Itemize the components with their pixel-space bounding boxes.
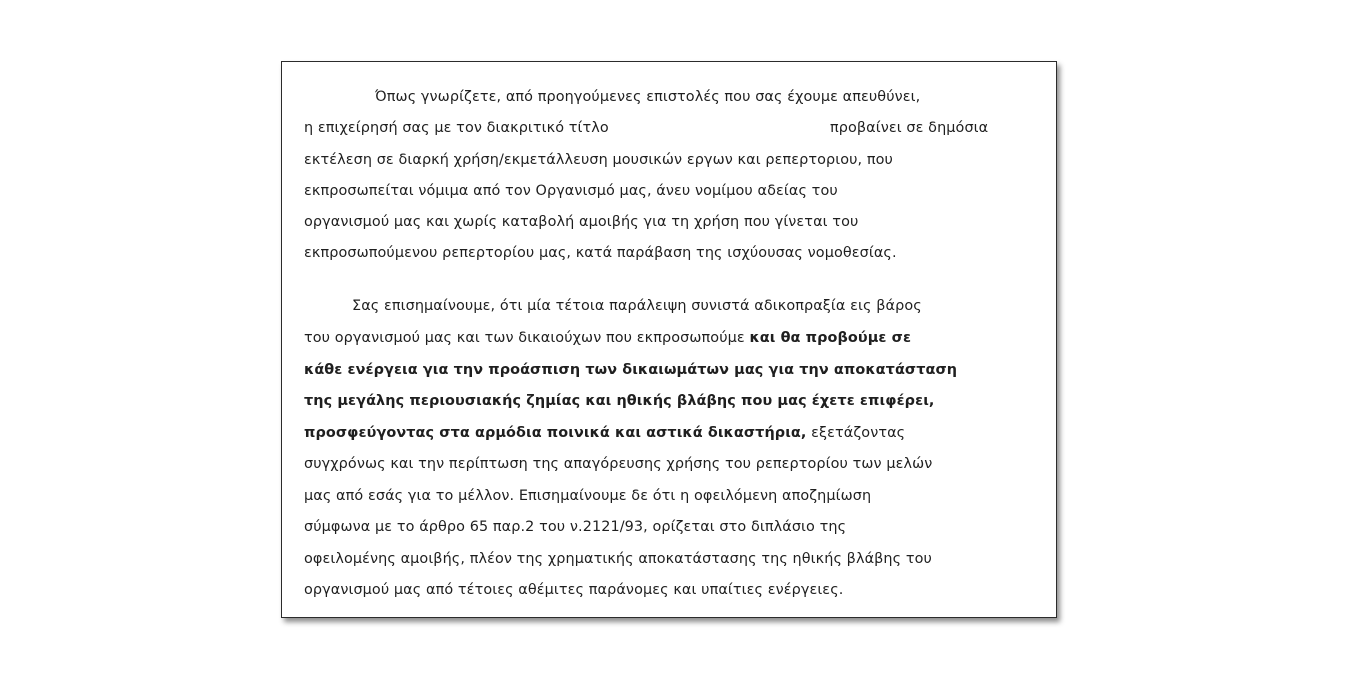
paragraph-1-line-5: οργανισμού μας και χωρίς καταβολή αμοιβής για τη χρήση που γίνεται του [304, 214, 859, 230]
paragraph-2-line-2-bold: και θα προβούμε σε [749, 330, 912, 346]
paragraph-2-line-7: μας από εσάς για το μέλλον. Επισημαίνουμε δε ότι η οφειλόμενη αποζημίωση [304, 488, 872, 504]
paragraph-2-line-6: συγχρόνως και την περίπτωση της απαγόρευσης χρήσης του ρεπερτορίου των μελών [304, 456, 933, 472]
paragraph-2-line-3-bold: κάθε ενέργεια για την προάσπιση των δικαιωμάτων μας για την αποκατάσταση [304, 362, 958, 378]
paragraph-2-line-5-bold: προσφεύγοντας στα αρμόδια ποινικά και αστικά δικαστήρια, [304, 425, 807, 441]
paragraph-2-line-3 [304, 362, 957, 378]
paragraph-1-line-4: εκπροσωπείται νόμιμα από τον Οργανισμό μας, άνευ νομίμου αδείας του [304, 183, 838, 199]
letter-excerpt-frame [281, 61, 1057, 618]
paragraph-2-line-5-normal: εξετάζοντας [806, 425, 906, 441]
paragraph-2-line-2 [304, 330, 911, 346]
paragraph-2-line-4 [304, 393, 934, 409]
paragraph-2-line-8: σύμφωνα με το άρθρο 65 παρ.2 του ν.2121/93, ορίζεται στο διπλάσιο της [304, 519, 847, 535]
paragraph-2-line-2-normal: του οργανισμού μας και των δικαιούχων που εκπροσωπούμε [304, 330, 750, 346]
paragraph-1-line-2b: προβαίνει σε δημόσια [830, 120, 989, 136]
paragraph-1-line-1-text: Όπως γνωρίζετε, από προηγούμενες επιστολές που σας έχουμε απευθύνει, [375, 89, 921, 105]
paragraph-2-line-1: Σας επισημαίνουμε, ότι μία τέτοια παράλειψη συνιστά αδικοπραξία εις βάρος [352, 298, 922, 314]
paragraph-2-line-10: οργανισμού μας από τέτοιες αθέμιτες παράνομες και υπαίτιες ενέργειες. [304, 582, 844, 598]
paragraph-2-line-5 [304, 425, 905, 441]
paragraph-1-line-3: εκτέλεση σε διαρκή χρήση/εκμετάλλευση μουσικών εργων και ρεπερτοριου, που [304, 152, 893, 168]
paragraph-1-line-2a: η επιχείρησή σας με τον διακριτικό τίτλο [304, 120, 609, 136]
paragraph-1-line-1 [375, 89, 1037, 105]
paragraph-2-line-4-bold: της μεγάλης περιουσιακής ζημίας και ηθικής βλάβης που μας έχετε επιφέρει, [304, 393, 935, 409]
paragraph-2-line-9: οφειλομένης αμοιβής, πλέον της χρηματικής αποκατάστασης της ηθικής βλάβης του [304, 551, 932, 567]
paragraph-1-line-6: εκπροσωπούμενου ρεπερτορίου μας, κατά παράβαση της ισχύουσας νομοθεσίας. [304, 245, 897, 261]
